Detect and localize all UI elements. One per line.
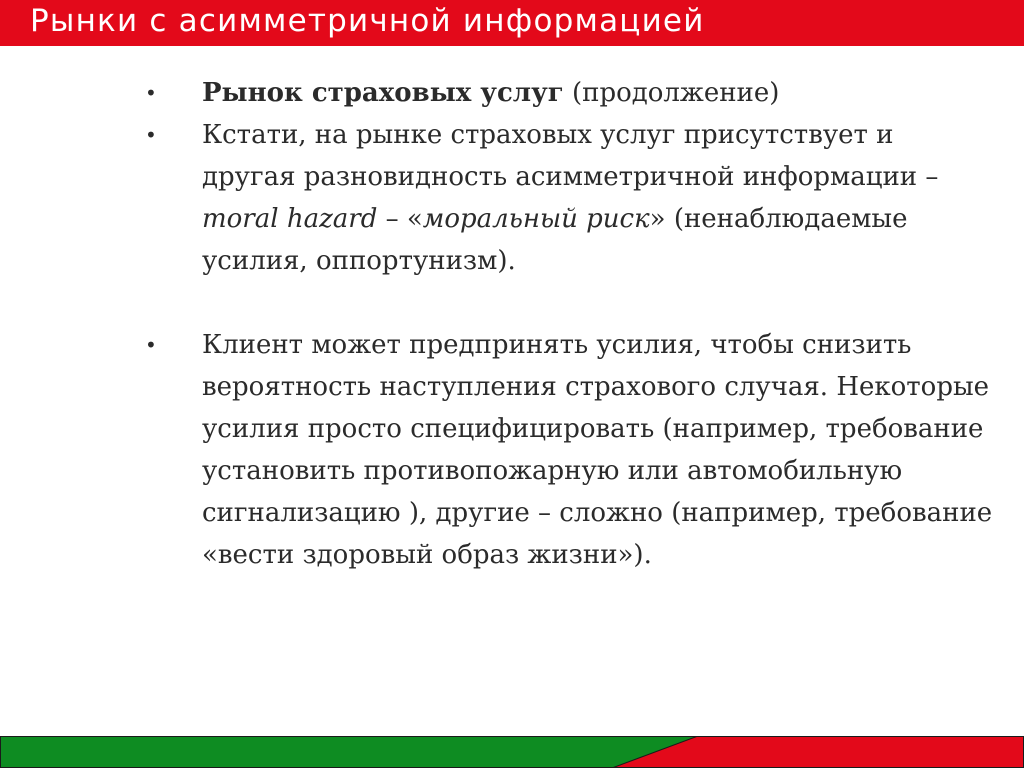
bullet-text: Клиент может предпринять усилия, чтобы снизить вероятность наступления страхового случая. Некоторые усилия просто специфицировать (например, требование установить противопожарную или автомобильную сигнализацию ), другие – сложно (например, требование «вести здоровый образ жизни»). [202, 330, 993, 570]
spacer [145, 282, 995, 324]
bullet-icon: • [145, 81, 157, 105]
slide-body [145, 72, 995, 576]
footer-bar [0, 736, 1024, 768]
bullet-icon: • [145, 333, 157, 357]
bullet-heading: Рынок страховых услуг [202, 78, 564, 108]
bullet-text: (продолжение) [563, 78, 780, 108]
title-bar [0, 0, 1024, 46]
bullet-item [145, 324, 995, 576]
bullet-icon: • [145, 123, 157, 147]
bullet-item [145, 114, 995, 282]
bullet-text: » (ненаблюдаемые усилия, оппортунизм). [202, 204, 908, 276]
bullet-text: Кстати, на рынке страховых услуг присутствует и другая разновидность асимметричной информации – [202, 120, 939, 192]
bullet-text: – « [377, 204, 423, 234]
bullet-item [145, 72, 995, 114]
bullet-term: moral hazard [202, 204, 378, 234]
slide-title: Рынки с асимметричной информацией [30, 3, 705, 39]
footer-green-band [0, 736, 698, 768]
bullet-term: моральный риск [422, 204, 650, 234]
